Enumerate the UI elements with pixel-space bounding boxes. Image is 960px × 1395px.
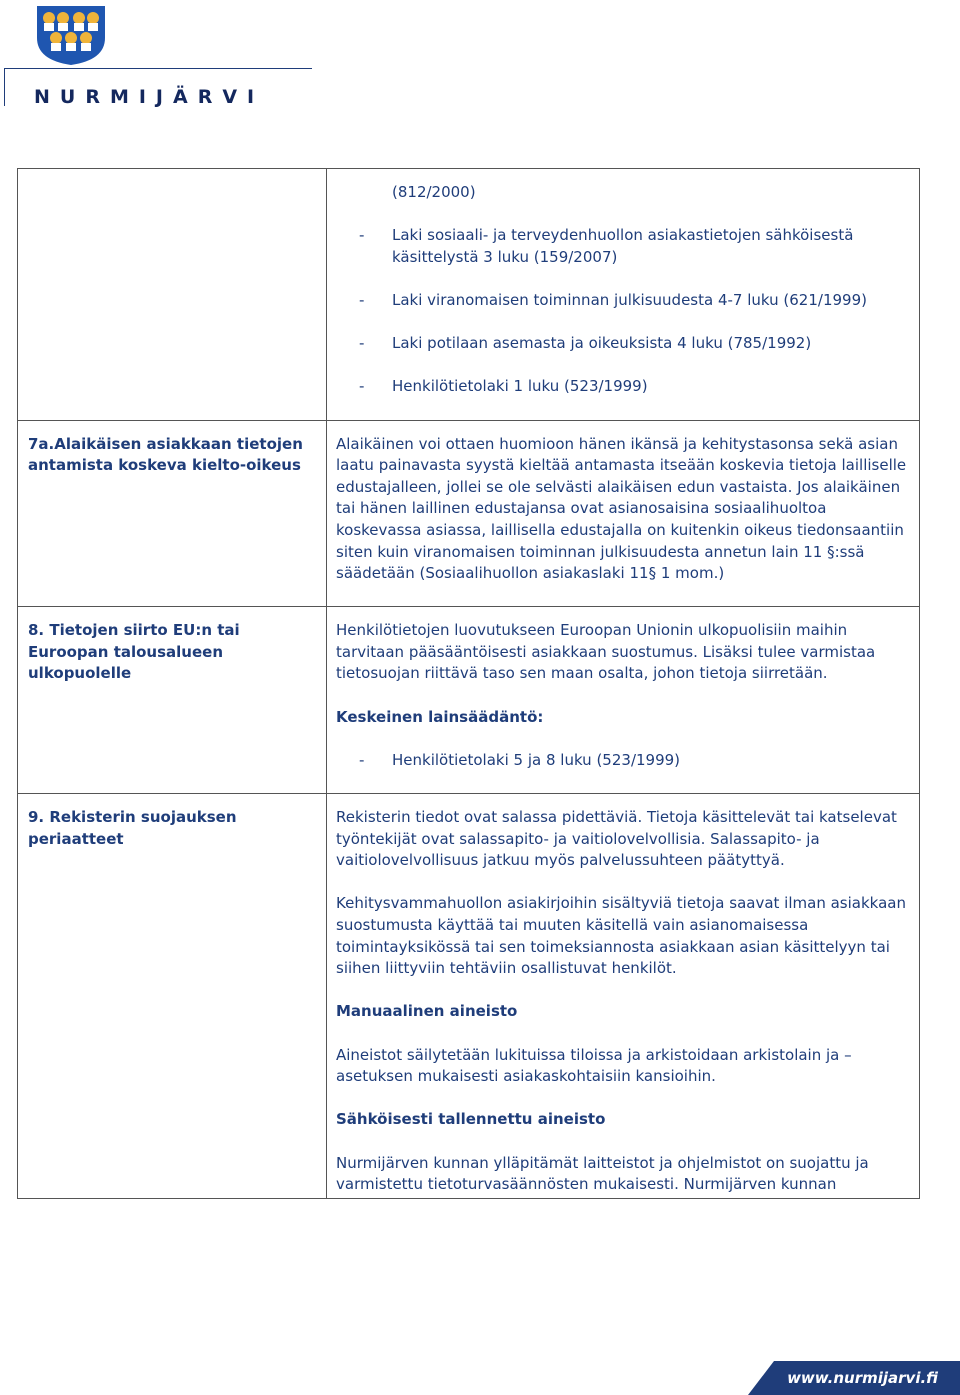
section-heading-7a: 7a.Alaikäisen asiakkaan tietojen antamista koskeva kielto-oikeus	[18, 420, 327, 607]
subheading-electronic: Sähköisesti tallennettu aineisto	[336, 1110, 606, 1129]
table-row	[18, 607, 920, 794]
subheading-legislation: Keskeinen lainsäädäntö:	[336, 707, 544, 726]
list-item: - Laki viranomaisen toiminnan julkisuudesta 4-7 luku (621/1999)	[359, 290, 867, 309]
register-table	[17, 168, 920, 1199]
section-heading-8: 8. Tietojen siirto EU:n tai Euroopan talousalueen ulkopuolelle	[18, 607, 327, 794]
law-list	[336, 225, 907, 398]
list-item: - Laki potilaan asemasta ja oikeuksista 4 luku (785/1992)	[359, 334, 812, 353]
footer-url[interactable]: www.nurmijarvi.fi	[787, 1369, 938, 1387]
law-reference: (812/2000)	[392, 183, 476, 201]
section-body-9	[327, 794, 920, 1199]
legislation-cell	[327, 169, 920, 421]
header-rule	[4, 68, 312, 69]
law-list	[336, 750, 907, 772]
subheading-manual: Manuaalinen aineisto	[336, 1002, 518, 1021]
row-heading-empty	[18, 169, 327, 421]
table-row	[18, 169, 920, 421]
header-logo	[0, 0, 320, 115]
paragraph: Nurmijärven kunnan ylläpitämät laitteistot ja ohjelmistot on suojattu ja varmistettu tietoturvasäännösten mukaisesti. Nurmijärven kunnan	[336, 1153, 869, 1194]
section-body-7a	[327, 420, 920, 607]
table-row	[18, 794, 920, 1199]
header-rule-tick	[4, 68, 5, 106]
paragraph: Kehitysvammahuollon asiakirjoihin sisältyviä tietoja saavat ilman asiakkaan suostumusta käyttää tai muuten käsitellä vain asianomaisessa toimintayksikössä tai sen toimeksiannosta asiakkaan asian käsittelyyn tai siihen liittyviin tehtäviin osallistuvat henkilöt.	[336, 894, 906, 978]
paragraph: Alaikäinen voi ottaen huomioon hänen ikänsä ja kehitystasonsa sekä asian laatu painavasta syystä kieltää antamasta itseään koskevia tietoja lailliselle edustajalleen, jollei se ole selvästi alaikäisen edun vastaista. Jos alaikäinen tai hänen laillinen edustajansa ovat asianosaisina sosiaalihuoltoa koskevassa asiassa, laillisella edustajalla on kuitenkin oikeus tiedonsaantiin siten kuin viranomaisen toiminnan julkisuudesta annetun lain 11 §:ssä säädetään (Sosiaalihuollon asiakaslaki 11§ 1 mom.)	[336, 434, 907, 583]
coat-of-arms-icon	[35, 4, 107, 66]
list-item: - Henkilötietolaki 5 ja 8 luku (523/1999)	[359, 750, 681, 769]
table-row	[18, 420, 920, 607]
brand-name: NURMIJÄRVI	[34, 86, 265, 108]
paragraph: Aineistot säilytetään lukituissa tiloissa ja arkistoidaan arkistolain ja –asetuksen mukaisesti asiakaskohtaisiin kansioihin.	[336, 1045, 852, 1086]
list-item: - Henkilötietolaki 1 luku (523/1999)	[359, 377, 648, 396]
list-item: - Laki sosiaali- ja terveydenhuollon asiakastietojen sähköisestä käsittelystä 3 luku (159/2007)	[359, 226, 854, 266]
paragraph: Rekisterin tiedot ovat salassa pidettäviä. Tietoja käsittelevät tai katselevat työntekijät ovat salassapito- ja vaitiolovelvollisia. Salassapito- ja vaitiolovelvollisuus jatkuu myös palvelussuhteen päätyttyä.	[336, 808, 897, 870]
paragraph: Henkilötietojen luovutukseen Euroopan Unionin ulkopuolisiin maihin tarvitaan pääsääntöisesti asiakkaan suostumus. Lisäksi tulee varmistaa tietosuojan riittävä taso sen maan osalta, johon tietoja siirretään.	[336, 621, 876, 683]
section-body-8	[327, 607, 920, 794]
section-heading-9: 9. Rekisterin suojauksen periaatteet	[18, 794, 327, 1199]
